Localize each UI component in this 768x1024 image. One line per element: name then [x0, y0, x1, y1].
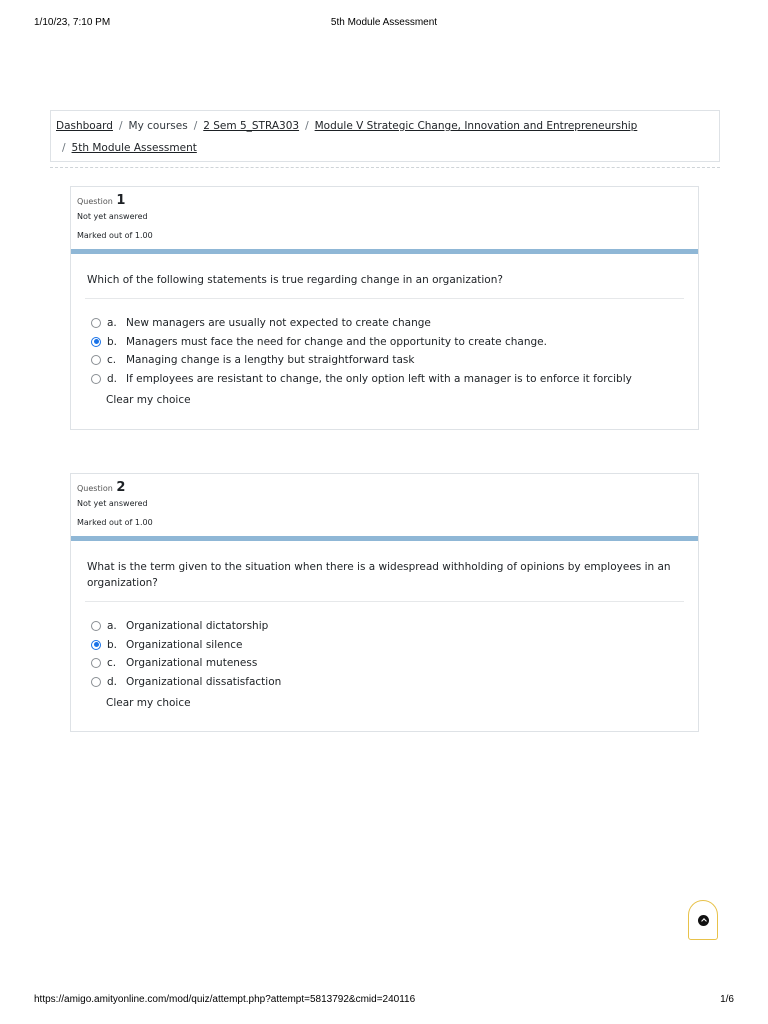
question-2: [70, 473, 699, 732]
option-label: Organizational muteness: [126, 657, 258, 669]
option-label: Managing change is a lengthy but straightforward task: [126, 354, 415, 366]
breadcrumb-module[interactable]: Module V Strategic Change, Innovation and Entrepreneurship: [314, 120, 638, 132]
question-text: What is the term given to the situation when there is a widespread withholding of opinions by employees in an organization?: [85, 541, 684, 602]
option-label: Organizational silence: [126, 638, 243, 651]
option-label: Organizational dictatorship: [126, 620, 269, 632]
option-letter: a.: [107, 620, 117, 632]
option-letter: d.: [107, 372, 118, 385]
breadcrumb-dashboard[interactable]: Dashboard: [56, 120, 113, 132]
answer-option-b[interactable]: [85, 333, 684, 352]
radio-button[interactable]: [91, 318, 101, 328]
breadcrumb-separator: /: [193, 120, 198, 132]
breadcrumb: [50, 110, 720, 162]
option-letter: c.: [107, 354, 117, 366]
option-label: Organizational dissatisfaction: [126, 675, 282, 688]
breadcrumb-course[interactable]: 2 Sem 5_STRA303: [203, 120, 300, 132]
radio-button[interactable]: [91, 337, 101, 347]
clear-choice-link[interactable]: Clear my choice: [106, 394, 191, 406]
question-1: [70, 186, 699, 430]
radio-button[interactable]: [91, 677, 101, 687]
breadcrumb-my-courses: My courses: [128, 120, 188, 132]
divider: [50, 167, 720, 168]
clear-choice-link[interactable]: Clear my choice: [106, 697, 191, 709]
answer-option-a[interactable]: [85, 617, 684, 636]
question-state: Not yet answered: [77, 499, 148, 508]
question-info: [71, 474, 698, 541]
breadcrumb-separator: /: [62, 142, 66, 154]
print-header: [34, 17, 734, 31]
answer-option-c[interactable]: [85, 351, 684, 370]
print-title: 5th Module Assessment: [330, 17, 438, 28]
answer-options: [85, 314, 684, 388]
radio-button[interactable]: [91, 621, 101, 631]
option-label: New managers are usually not expected to create change: [126, 317, 431, 329]
print-url: https://amigo.amityonline.com/mod/quiz/attempt.php?attempt=5813792&cmid=240116: [34, 994, 416, 1005]
option-letter: c.: [107, 657, 117, 669]
radio-button[interactable]: [91, 640, 101, 650]
question-grade: Marked out of 1.00: [77, 518, 153, 527]
chevron-up-circle-icon: [698, 915, 709, 926]
breadcrumb-separator: /: [305, 120, 309, 132]
option-letter: b.: [107, 638, 118, 651]
breadcrumb-assessment[interactable]: 5th Module Assessment: [71, 142, 197, 154]
question-text: Which of the following statements is true regarding change in an organization?: [85, 254, 684, 299]
radio-button[interactable]: [91, 374, 101, 384]
back-to-top-button[interactable]: [688, 900, 718, 940]
answer-option-d[interactable]: [85, 370, 684, 389]
answer-option-b[interactable]: [85, 636, 684, 655]
question-info: [71, 187, 698, 254]
option-label: If employees are resistant to change, the only option left with a manager is to enforce it forcibly: [126, 372, 632, 385]
print-datetime: 1/10/23, 7:10 PM: [34, 17, 111, 28]
answer-option-c[interactable]: [85, 654, 684, 673]
print-footer: [34, 994, 734, 1008]
option-letter: b.: [107, 335, 118, 348]
question-state: Not yet answered: [77, 212, 148, 221]
answer-options: [85, 617, 684, 691]
radio-button[interactable]: [91, 355, 101, 365]
question-grade: Marked out of 1.00: [77, 231, 153, 240]
breadcrumb-separator: /: [118, 120, 123, 132]
question-number: Question 2: [77, 480, 126, 495]
question-number: Question 1: [77, 193, 126, 208]
answer-option-d[interactable]: [85, 673, 684, 692]
answer-option-a[interactable]: [85, 314, 684, 333]
option-letter: a.: [107, 317, 117, 329]
radio-button[interactable]: [91, 658, 101, 668]
print-page-number: 1/6: [720, 994, 734, 1005]
option-letter: d.: [107, 675, 118, 688]
option-label: Managers must face the need for change and the opportunity to create change.: [126, 335, 547, 348]
